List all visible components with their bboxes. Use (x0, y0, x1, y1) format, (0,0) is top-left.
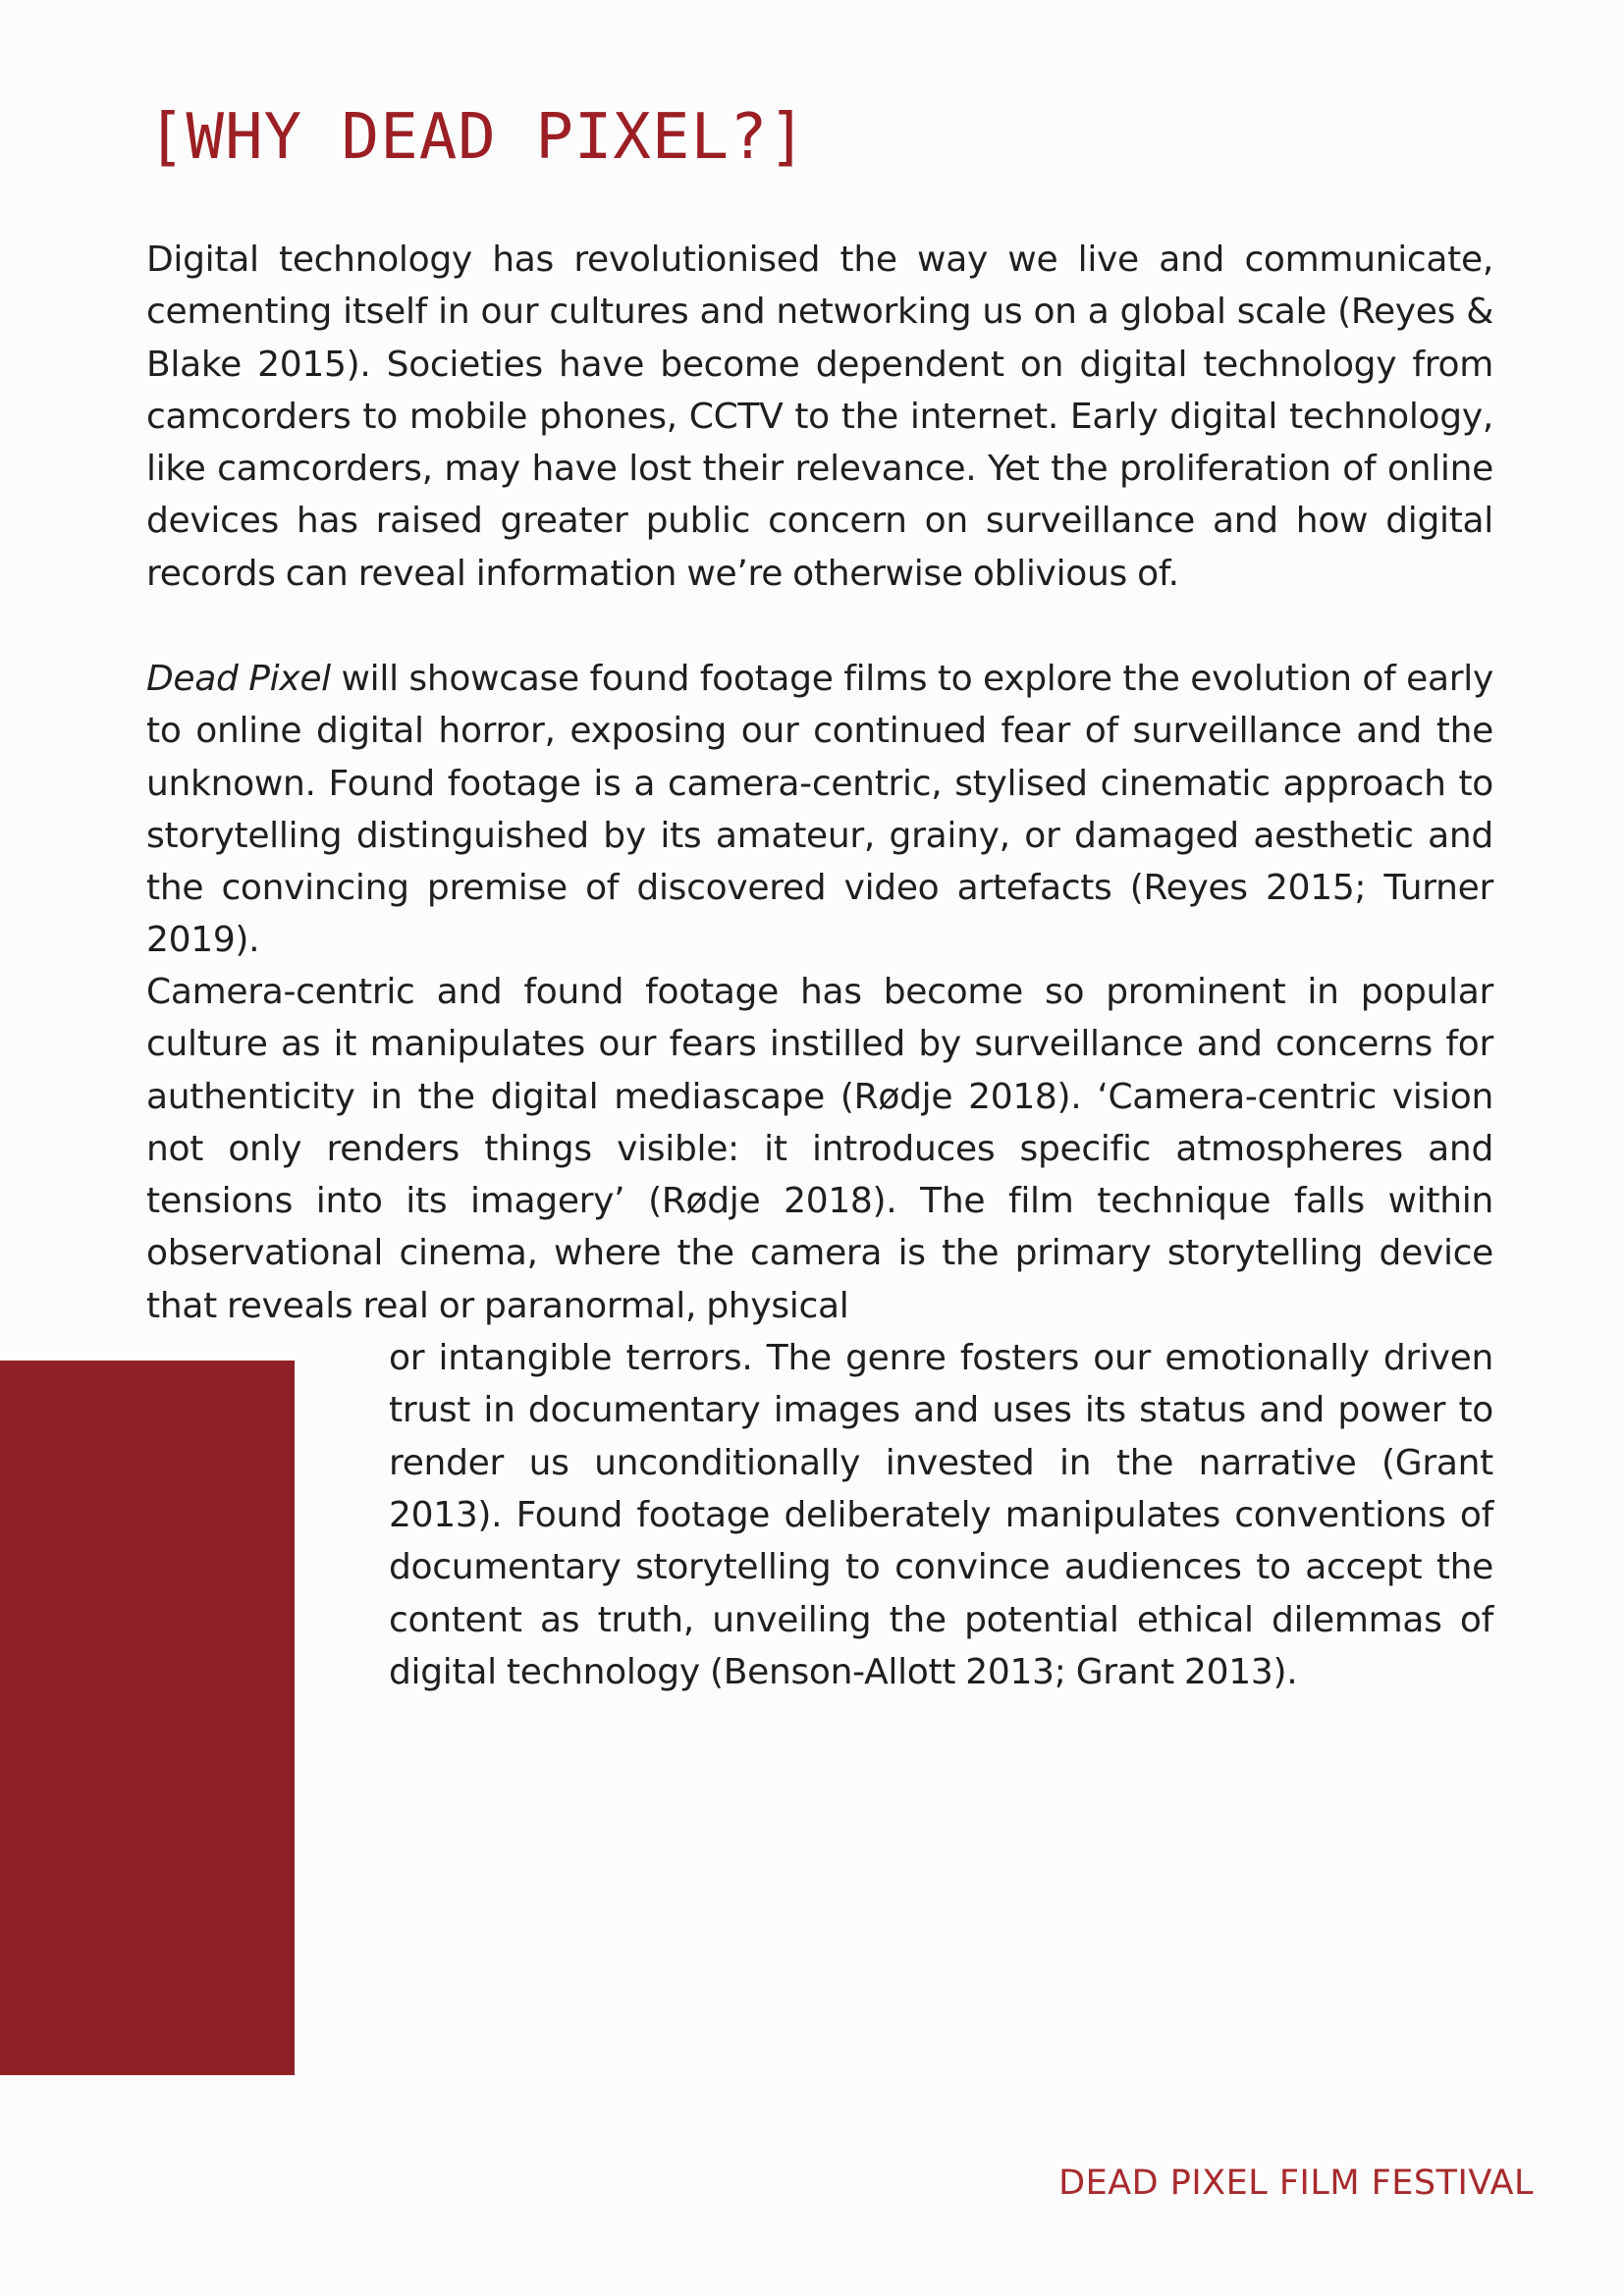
paragraph-camera-centric-indented: or intangible terrors. The genre fosters our emotionally driven trust in documentary images and uses its status and power to render us unconditionally invested in the narrative (Grant 2013). Found footage deliberately manipulates conventions of documentary storytelling to convince audiences to accept the content as truth, unveiling the potential ethical dilemmas of digital technology (Benson-Allott 2013; Grant 2013). (389, 1338, 1493, 1692)
footer-festival-name: DEAD PIXEL FILM FESTIVAL (1058, 2163, 1534, 2203)
page-title: [WHY DEAD PIXEL?] (147, 101, 808, 174)
paragraph-intro: Digital technology has revolutionised the way we live and communicate, cementing itself in our cultures and networking us on a global scale (Reyes & Blake 2015). Societies have become dependent on digital technology from camcorders to mobile phones, CCTV to the internet. Early digital technology, like camcorders, may have lost their relevance. Yet the proliferation of online devices has raised greater public concern on surveillance and how digital records can reveal information we’re otherwise oblivious of. (146, 240, 1493, 594)
paragraph-showcase-text: will showcase found footage films to explore the evolution of early to online digital horror, exposing our continued fear of surveillance and the unknown. Found footage is a camera-centric, stylised cinematic approach to storytelling distinguished by its amateur, grainy, or damaged aesthetic and the convincing premise of discovered video artefacts (Reyes 2015; Turner 2019). (146, 659, 1493, 961)
paragraph-showcase (146, 653, 1493, 967)
paragraph-camera-centric-text: Camera-centric and found footage has become so prominent in popular culture as it manipulates our fears instilled by surveillance and concerns for authenticity in the digital mediascape (Rødje 2018). ‘Camera-centric vision not only renders things visible: it introduces specific atmospheres and tensions into its imagery’ (Rødje 2018). The film technique falls within observational cinema, where the camera is the primary storytelling device that reveals real or paranormal, physical (146, 972, 1493, 1326)
paragraph-camera-centric (146, 966, 1493, 1698)
decorative-red-block (0, 1361, 295, 2075)
film-title-italic: Dead Pixel (146, 659, 331, 699)
